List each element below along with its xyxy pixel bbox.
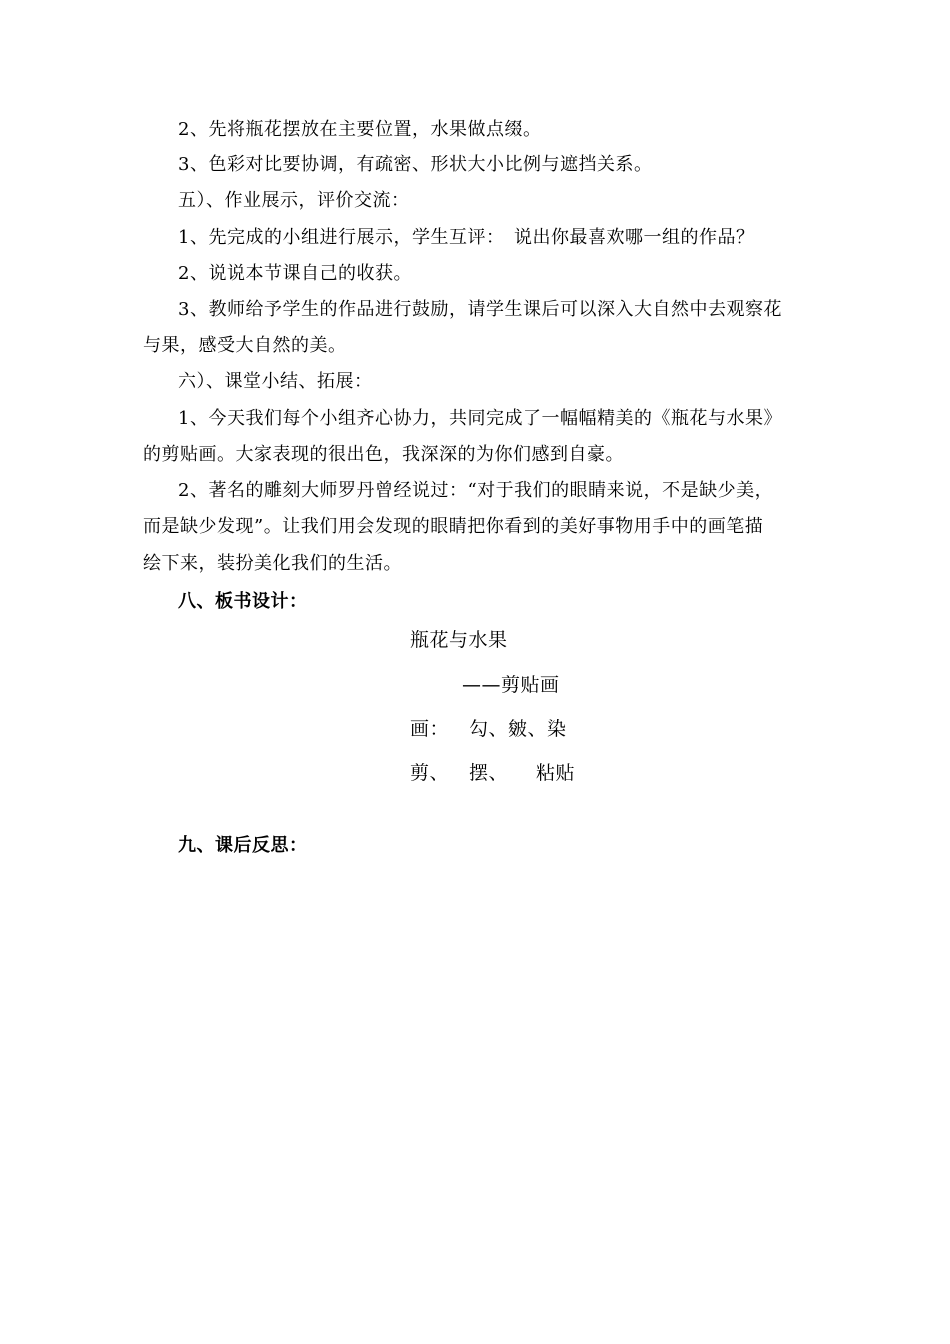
section-5-title: 五）、作业展示，评价交流： <box>178 190 410 211</box>
section-8-heading: 八、板书设计： <box>178 591 308 612</box>
paragraph-5-1: 1、先完成的小组进行展示，学生互评： 说出你最喜欢哪一组的作品？ <box>178 227 755 248</box>
paragraph-6-2-line2: 而是缺少发现”。让我们用会发现的眼睛把你看到的美好事物用手中的画笔描 <box>143 516 764 537</box>
paragraph-5-2: 2、说说本节课自己的收获。 <box>178 263 412 284</box>
board-subtitle: ——剪贴画 <box>462 674 560 696</box>
board-row-2-cut: 剪、 <box>410 762 450 784</box>
board-row-1-value: 勾、皴、染 <box>469 718 567 740</box>
board-title: 瓶花与水果 <box>410 629 508 651</box>
section-9-heading: 九、课后反思： <box>178 835 308 856</box>
paragraph-5-3-line1: 3、教师给予学生的作品进行鼓励，请学生课后可以深入大自然中去观察花 <box>178 299 782 320</box>
paragraph-6-2-line3: 绘下来，装扮美化我们的生活。 <box>143 553 402 574</box>
paragraph-6-2-line1: 2、著名的雕刻大师罗丹曾经说过：“对于我们的眼睛来说，不是缺少美， <box>178 480 774 501</box>
board-row-2 <box>410 761 575 785</box>
section-6-title: 六）、课堂小结、拓展： <box>178 371 373 392</box>
paragraph-6-1-line2: 的剪贴画。大家表现的很出色，我深深的为你们感到自豪。 <box>143 444 624 465</box>
paragraph-6-1-line1: 1、今天我们每个小组齐心协力，共同完成了一幅幅精美的《瓶花与水果》 <box>178 408 782 429</box>
board-row-1-label: 画： <box>410 718 450 740</box>
paragraph-step-3: 3、色彩对比要协调，有疏密、形状大小比例与遮挡关系。 <box>178 154 653 175</box>
board-row-2-arrange: 摆、 <box>469 762 509 784</box>
board-row-2-paste: 粘贴 <box>536 762 576 784</box>
paragraph-5-3-line2: 与果，感受大自然的美。 <box>143 335 347 356</box>
board-row-1 <box>410 717 567 741</box>
paragraph-step-2: 2、先将瓶花摆放在主要位置，水果做点缀。 <box>178 119 542 140</box>
